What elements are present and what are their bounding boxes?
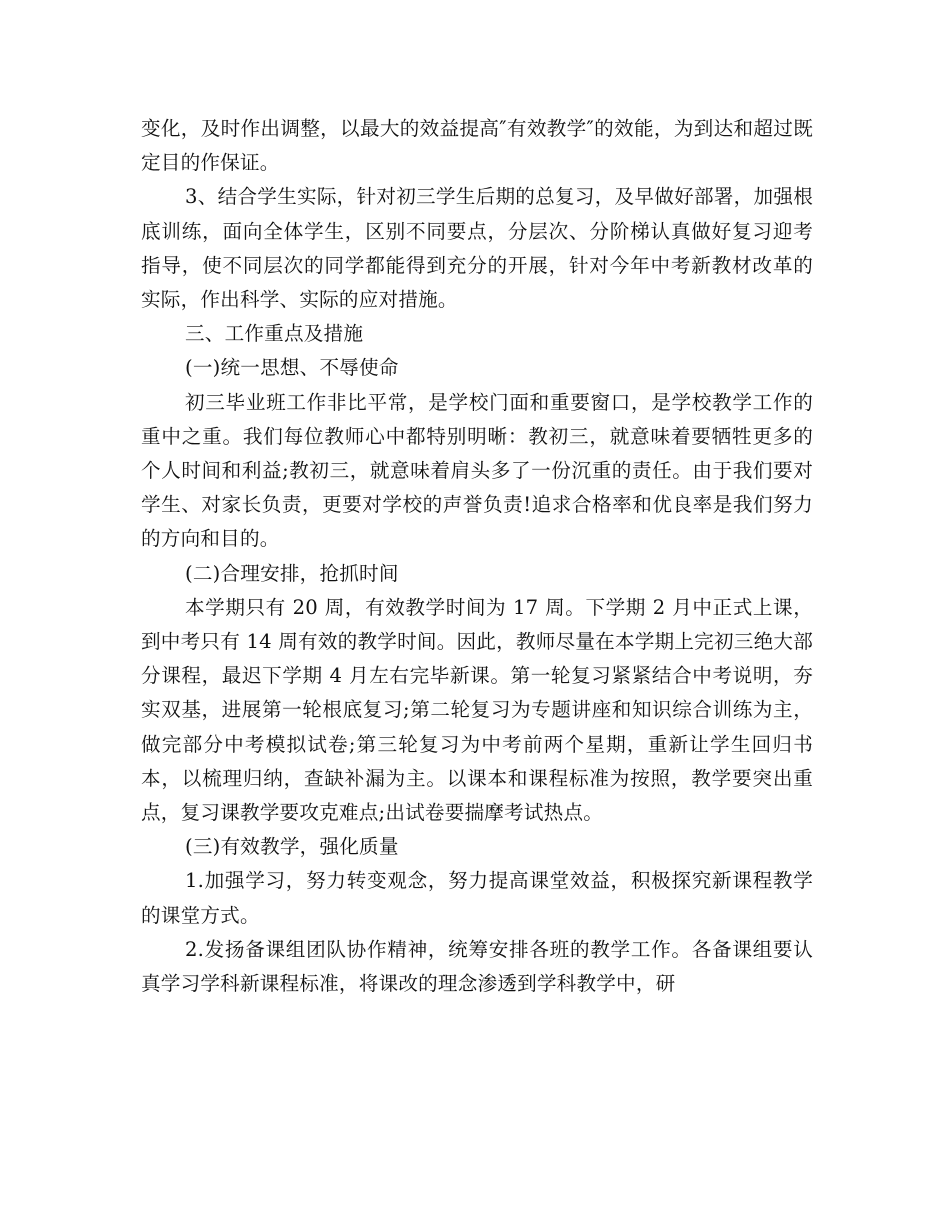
subheading-3: (三)有效教学，强化质量 bbox=[185, 835, 399, 859]
paragraph-schedule: 本学期只有 20 周，有效教学时间为 17 周。下学期 2 月中正式上课，到中考只有 14 周有效的教学时间。因此，教师尽量在本学期上完初三绝大部分课程，最迟下学期 4 月左右完毕新课。第一轮复习紧紧结合中考说明，夯实双基，进展第一轮根底复习;第二轮复习为专题讲座和知识综合训练为主，做完部分中考模拟试卷;第三轮复习为中考前两个星期，重新让学生回归书本，以梳理归纳，查缺补漏为主。以课本和课程标准为按照，教学要突出重点，复习课教学要攻克难点;出试卷要揣摩考试热点。 bbox=[141, 595, 813, 825]
section-heading-work-focus: 三、工作重点及措施 bbox=[185, 322, 364, 346]
subheading-1: (一)统一思想、不辱使命 bbox=[185, 356, 399, 380]
list-item-2: 2.发扬备课组团队协作精神，统筹安排各班的教学工作。各备课组要认真学习学科新课程标准，将课改的理念渗透到学科教学中，研 bbox=[141, 937, 813, 996]
list-item-1: 1.加强学习，努力转变观念，努力提高课堂效益，积极探究新课程教学的课堂方式。 bbox=[141, 869, 813, 927]
paragraph-continuation: 变化，及时作出调整，以最大的效益提高″有效教学″的效能，为到达和超过既定目的作保证。 bbox=[141, 117, 813, 175]
subheading-2: (二)合理安排，抢抓时间 bbox=[185, 561, 399, 585]
paragraph-item-3: 3、结合学生实际，针对初三学生后期的总复习，及早做好部署，加强根底训练，面向全体学生，区别不同要点，分层次、分阶梯认真做好复习迎考指导，使不同层次的同学都能得到充分的开展，针对今年中考新教材改革的实际，作出科学、实际的应对措施。 bbox=[141, 185, 813, 312]
paragraph-graduating-class: 初三毕业班工作非比平常，是学校门面和重要窗口，是学校教学工作的重中之重。我们每位教师心中都特别明晰：教初三，就意味着要牺牲更多的个人时间和利益;教初三，就意味着肩头多了一份沉重的责任。由于我们要对学生、对家长负责，更要对学校的声誉负责!追求合格率和优良率是我们努力的方向和目的。 bbox=[141, 390, 813, 551]
document-body bbox=[141, 112, 813, 1001]
